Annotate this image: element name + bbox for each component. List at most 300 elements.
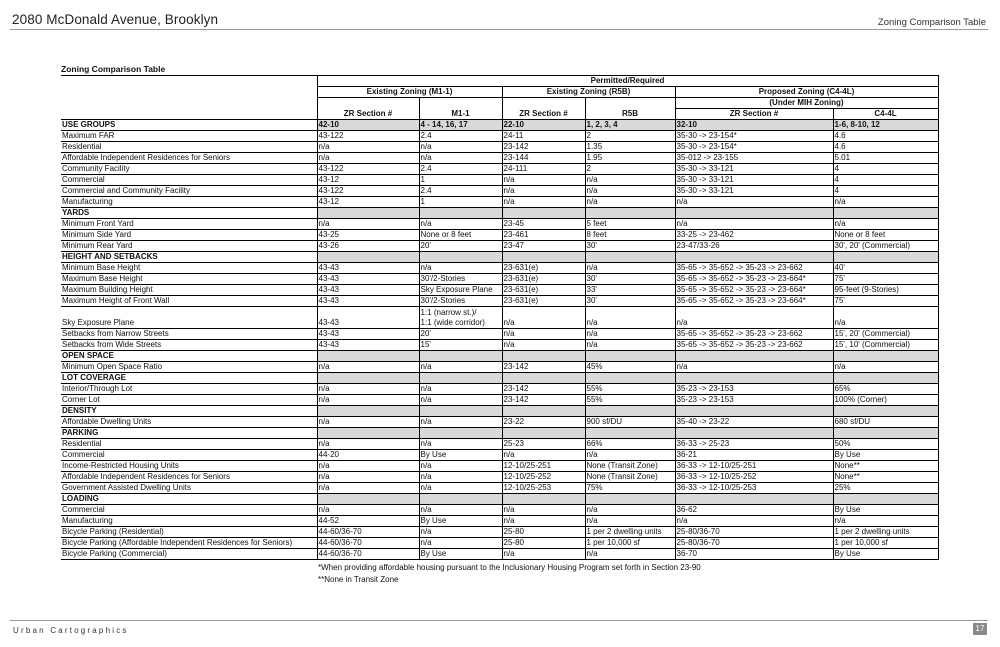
table-cell: 22-10 (502, 120, 585, 131)
table-cell: 15', 10' (Commercial) (833, 340, 938, 351)
section-row (61, 373, 938, 384)
table-cell: 43-43 (317, 263, 419, 274)
table-cell (833, 208, 938, 219)
table-cell (833, 351, 938, 362)
table-cell: 42-10 (317, 120, 419, 131)
table-cell: n/a (833, 307, 938, 329)
header-blank (61, 76, 317, 87)
table-cell: 4.6 (833, 131, 938, 142)
table-cell: n/a (675, 219, 833, 230)
table-cell (317, 351, 419, 362)
table-cell: 35-65 -> 35-652 -> 35-23 -> 23-662 (675, 340, 833, 351)
row-label: LOADING (61, 494, 317, 505)
group-header-c4: Proposed Zoning (C4-4L) (675, 87, 938, 98)
table-cell: 30' (585, 241, 675, 252)
table-cell: 24-111 (502, 164, 585, 175)
zoning-table-container (61, 64, 938, 560)
table-cell: 900 sf/DU (585, 417, 675, 428)
table-cell: 75' (833, 274, 938, 285)
table-cell: n/a (675, 362, 833, 373)
permitted-header: Permitted/Required (317, 76, 938, 87)
table-cell (502, 351, 585, 362)
table-cell: 100% (Corner) (833, 395, 938, 406)
table-cell: 2.4 (419, 131, 502, 142)
table-cell: 33' (585, 285, 675, 296)
table-cell: 43-12 (317, 197, 419, 208)
table-cell: 20' (419, 329, 502, 340)
table-cell: None** (833, 472, 938, 483)
table-cell: 1.95 (585, 153, 675, 164)
page-number-badge: 17 (973, 623, 987, 635)
table-cell (317, 373, 419, 384)
table-cell: 43-43 (317, 285, 419, 296)
table-cell: n/a (585, 505, 675, 516)
table-cell: 25-80 (502, 527, 585, 538)
table-cell: n/a (419, 362, 502, 373)
table-cell: 23-47 (502, 241, 585, 252)
table-cell (585, 494, 675, 505)
table-cell: n/a (675, 516, 833, 527)
section-row (61, 252, 938, 263)
section-row (61, 208, 938, 219)
table-cell: None or 8 feet (419, 230, 502, 241)
table-cell (419, 373, 502, 384)
table-row (61, 142, 938, 153)
table-cell: n/a (585, 186, 675, 197)
table-cell: 36-33 -> 12-10/25-252 (675, 472, 833, 483)
table-cell: By Use (419, 549, 502, 560)
table-cell: n/a (585, 263, 675, 274)
table-cell: 12-10/25-251 (502, 461, 585, 472)
table-cell: n/a (419, 417, 502, 428)
table-cell: n/a (585, 329, 675, 340)
table-row (61, 472, 938, 483)
table-row (61, 285, 938, 296)
table-cell: n/a (419, 395, 502, 406)
table-row (61, 549, 938, 560)
table-cell: n/a (419, 472, 502, 483)
table-cell: n/a (317, 472, 419, 483)
row-label: Commercial and Community Facility (61, 186, 317, 197)
cell-line-1: 1:1 (narrow st.)/ (420, 308, 477, 317)
table-cell: 43-26 (317, 241, 419, 252)
table-cell: 1.35 (585, 142, 675, 153)
page-title: 2080 McDonald Avenue, Brooklyn (12, 12, 219, 27)
table-cell: n/a (317, 461, 419, 472)
table-cell: 24-11 (502, 131, 585, 142)
table-cell: 2 (585, 131, 675, 142)
group-header-r5b: Existing Zoning (R5B) (502, 87, 675, 98)
table-cell: 2.4 (419, 186, 502, 197)
table-cell: 30', 20' (Commercial) (833, 241, 938, 252)
table-cell: 35-65 -> 35-652 -> 35-23 -> 23-664* (675, 296, 833, 307)
table-cell: Sky Exposure Plane (419, 285, 502, 296)
table-cell: n/a (502, 340, 585, 351)
table-cell: n/a (585, 340, 675, 351)
header-row-columns (61, 109, 938, 120)
table-cell: 15' (419, 340, 502, 351)
table-cell: n/a (419, 439, 502, 450)
table-cell: n/a (419, 219, 502, 230)
table-cell (317, 406, 419, 417)
table-cell: n/a (502, 307, 585, 329)
table-cell: n/a (833, 197, 938, 208)
row-label: Minimum Rear Yard (61, 241, 317, 252)
table-cell: 65% (833, 384, 938, 395)
table-cell: 4 (833, 164, 938, 175)
table-cell (675, 494, 833, 505)
table-cell: n/a (419, 142, 502, 153)
table-row (61, 538, 938, 549)
table-cell: n/a (419, 384, 502, 395)
header-row-permitted (61, 76, 938, 87)
table-cell: 23-47/33-26 (675, 241, 833, 252)
table-cell: 35-30 -> 23-154* (675, 131, 833, 142)
table-cell: n/a (833, 219, 938, 230)
table-cell: 44-60/36-70 (317, 527, 419, 538)
table-cell (317, 428, 419, 439)
col-header-r5b: R5B (585, 109, 675, 120)
row-label: Setbacks from Wide Streets (61, 340, 317, 351)
table-cell: 43-122 (317, 131, 419, 142)
table-cell (833, 252, 938, 263)
table-cell (419, 252, 502, 263)
table-row (61, 505, 938, 516)
table-cell: 45% (585, 362, 675, 373)
row-label: Manufacturing (61, 516, 317, 527)
table-cell: 23-142 (502, 384, 585, 395)
col-header-c4: C4-4L (833, 109, 938, 120)
table-cell: By Use (833, 505, 938, 516)
table-cell: 23-144 (502, 153, 585, 164)
table-row (61, 384, 938, 395)
footer-divider (10, 620, 988, 621)
row-label: Minimum Base Height (61, 263, 317, 274)
table-cell: 1 (419, 197, 502, 208)
table-cell: 43-43 (317, 274, 419, 285)
row-label: Bicycle Parking (Commercial) (61, 549, 317, 560)
row-label: Maximum FAR (61, 131, 317, 142)
table-cell: n/a (585, 549, 675, 560)
table-cell: n/a (502, 329, 585, 340)
table-cell: n/a (317, 219, 419, 230)
table-cell: 12-10/25-252 (502, 472, 585, 483)
row-label: Residential (61, 439, 317, 450)
table-cell (585, 428, 675, 439)
table-cell: 5.01 (833, 153, 938, 164)
table-cell: n/a (317, 395, 419, 406)
table-cell (675, 208, 833, 219)
table-row (61, 131, 938, 142)
table-cell: By Use (419, 450, 502, 461)
table-cell: n/a (317, 439, 419, 450)
table-cell: n/a (502, 197, 585, 208)
row-label: Maximum Building Height (61, 285, 317, 296)
table-cell: 35-40 -> 23-22 (675, 417, 833, 428)
row-label: Interior/Through Lot (61, 384, 317, 395)
table-cell: 1-6, 8-10, 12 (833, 120, 938, 131)
row-label: Commercial (61, 450, 317, 461)
table-title: Zoning Comparison Table (61, 64, 166, 74)
table-cell: 50% (833, 439, 938, 450)
table-cell: 1 (419, 175, 502, 186)
table-cell (502, 428, 585, 439)
table-cell: n/a (419, 527, 502, 538)
table-cell: n/a (833, 362, 938, 373)
table-cell (502, 494, 585, 505)
table-cell (833, 373, 938, 384)
table-cell: None or 8 feet (833, 230, 938, 241)
table-cell: 23-142 (502, 395, 585, 406)
table-cell: 25-80/36-70 (675, 527, 833, 538)
table-cell: 1 per 10,000 sf (833, 538, 938, 549)
table-cell: 23-631(e) (502, 285, 585, 296)
table-cell: 40' (833, 263, 938, 274)
row-label: Commercial (61, 175, 317, 186)
table-cell: 30'/2-Stories (419, 296, 502, 307)
table-cell: 43-12 (317, 175, 419, 186)
table-cell: n/a (502, 450, 585, 461)
table-cell: 33-25 -> 23-462 (675, 230, 833, 241)
table-cell: n/a (585, 307, 675, 329)
table-cell (585, 351, 675, 362)
table-cell: 44-52 (317, 516, 419, 527)
table-cell (502, 208, 585, 219)
table-cell: n/a (585, 516, 675, 527)
table-cell: n/a (317, 417, 419, 428)
table-cell: 30' (585, 296, 675, 307)
table-cell: n/a (585, 175, 675, 186)
table-cell: 23-45 (502, 219, 585, 230)
table-cell: 4 (833, 175, 938, 186)
table-cell (675, 428, 833, 439)
section-row (61, 120, 938, 131)
table-row (61, 274, 938, 285)
row-label: Residential (61, 142, 317, 153)
table-cell: n/a (585, 197, 675, 208)
table-cell: 1 per 2 dwelling units (585, 527, 675, 538)
table-row (61, 395, 938, 406)
table-cell: 23-631(e) (502, 263, 585, 274)
table-cell: 23-142 (502, 362, 585, 373)
row-label: Minimum Side Yard (61, 230, 317, 241)
table-cell: n/a (419, 153, 502, 164)
table-cell (317, 208, 419, 219)
footnote-2: **None in Transit Zone (318, 575, 399, 584)
table-row (61, 461, 938, 472)
table-cell: n/a (419, 263, 502, 274)
row-label: Affordable Independent Residences for Seniors (61, 472, 317, 483)
row-label: DENSITY (61, 406, 317, 417)
table-cell (419, 208, 502, 219)
table-cell: 35-65 -> 35-652 -> 35-23 -> 23-664* (675, 274, 833, 285)
section-row (61, 351, 938, 362)
table-cell: 35-30 -> 33-121 (675, 164, 833, 175)
table-cell: 44-20 (317, 450, 419, 461)
table-cell: 43-25 (317, 230, 419, 241)
table-cell (502, 252, 585, 263)
table-cell: n/a (317, 384, 419, 395)
table-row (61, 450, 938, 461)
table-cell: 1 per 10,000 sf (585, 538, 675, 549)
table-cell: None** (833, 461, 938, 472)
table-row (61, 527, 938, 538)
row-label: Affordable Independent Residences for Seniors (61, 153, 317, 164)
table-cell: 95-feet (9-Stories) (833, 285, 938, 296)
table-cell: 35-23 -> 23-153 (675, 384, 833, 395)
table-cell: 12-10/25-253 (502, 483, 585, 494)
row-label: Commercial (61, 505, 317, 516)
table-cell: 36-33 -> 12-10/25-251 (675, 461, 833, 472)
table-row (61, 340, 938, 351)
table-row (61, 483, 938, 494)
table-cell: 23-631(e) (502, 274, 585, 285)
table-row (61, 516, 938, 527)
table-cell: 36-33 -> 25-23 (675, 439, 833, 450)
table-cell: 20' (419, 241, 502, 252)
table-cell: 8 feet (585, 230, 675, 241)
table-cell: n/a (419, 538, 502, 549)
footer-brand: Urban Cartographics (13, 626, 129, 635)
section-row (61, 428, 938, 439)
row-label: Affordable Dwelling Units (61, 417, 317, 428)
table-cell: n/a (675, 197, 833, 208)
table-cell: 44-60/36-70 (317, 549, 419, 560)
section-title: Zoning Comparison Table (877, 17, 986, 28)
table-cell: n/a (419, 461, 502, 472)
table-cell: 66% (585, 439, 675, 450)
col-header-m1: M1-1 (419, 109, 502, 120)
table-cell: By Use (833, 549, 938, 560)
table-cell (419, 406, 502, 417)
table-cell: 75' (833, 296, 938, 307)
table-row (61, 307, 938, 329)
row-label: LOT COVERAGE (61, 373, 317, 384)
row-label: Maximum Height of Front Wall (61, 296, 317, 307)
table-cell: n/a (317, 362, 419, 373)
table-cell: n/a (502, 186, 585, 197)
row-label: Bicycle Parking (Residential) (61, 527, 317, 538)
group-header-m1: Existing Zoning (M1-1) (317, 87, 502, 98)
table-cell: n/a (419, 483, 502, 494)
table-cell: 75% (585, 483, 675, 494)
header-row-groups (61, 87, 938, 98)
row-label: OPEN SPACE (61, 351, 317, 362)
table-row (61, 153, 938, 164)
table-cell (585, 208, 675, 219)
mih-subheader: (Under MIH Zoning) (675, 98, 938, 109)
row-label: Corner Lot (61, 395, 317, 406)
table-cell: 43-43 (317, 340, 419, 351)
row-label: Sky Exposure Plane (61, 307, 317, 329)
table-cell (419, 428, 502, 439)
table-cell: 4 - 14, 16, 17 (419, 120, 502, 131)
table-cell (419, 351, 502, 362)
table-cell: 1, 2, 3, 4 (585, 120, 675, 131)
table-cell: 44-60/36-70 (317, 538, 419, 549)
footnote-1: *When providing affordable housing pursuant to the Inclusionary Housing Program set forth in Section 23-90 (318, 563, 701, 572)
table-cell: 35-65 -> 35-652 -> 35-23 -> 23-664* (675, 285, 833, 296)
cell-line-2: 1:1 (wide corridor) (420, 318, 485, 327)
table-cell: 2.4 (419, 164, 502, 175)
row-label: Community Facility (61, 164, 317, 175)
table-cell: n/a (317, 483, 419, 494)
table-cell: 32-10 (675, 120, 833, 131)
table-cell: 25-80/36-70 (675, 538, 833, 549)
table-cell (317, 494, 419, 505)
table-cell: 30'/2-Stories (419, 274, 502, 285)
table-cell (585, 373, 675, 384)
table-cell: 23-461 (502, 230, 585, 241)
table-cell: 36-62 (675, 505, 833, 516)
table-cell (675, 373, 833, 384)
table-cell: n/a (585, 450, 675, 461)
table-cell (419, 307, 502, 329)
table-cell: 23-142 (502, 142, 585, 153)
table-cell: 36-21 (675, 450, 833, 461)
row-label: Minimum Open Space Ratio (61, 362, 317, 373)
row-label: YARDS (61, 208, 317, 219)
table-row (61, 263, 938, 274)
row-label: Maximum Base Height (61, 274, 317, 285)
table-cell: 36-33 -> 12-10/25-253 (675, 483, 833, 494)
table-cell: 55% (585, 395, 675, 406)
table-cell (833, 494, 938, 505)
table-row (61, 362, 938, 373)
table-cell: 23-22 (502, 417, 585, 428)
table-row (61, 296, 938, 307)
col-header-zr-m1: ZR Section # (317, 109, 419, 120)
table-cell: 35-65 -> 35-652 -> 35-23 -> 23-662 (675, 263, 833, 274)
row-label: Setbacks from Narrow Streets (61, 329, 317, 340)
table-cell: 30' (585, 274, 675, 285)
table-cell: By Use (833, 450, 938, 461)
col-header-zr-r5b: ZR Section # (502, 109, 585, 120)
table-cell (502, 406, 585, 417)
table-cell: n/a (419, 505, 502, 516)
row-label: HEIGHT AND SETBACKS (61, 252, 317, 263)
table-cell (833, 406, 938, 417)
table-cell (317, 252, 419, 263)
row-label: Government Assisted Dwelling Units (61, 483, 317, 494)
table-row (61, 197, 938, 208)
table-cell: 4 (833, 186, 938, 197)
table-cell (675, 406, 833, 417)
row-label: USE GROUPS (61, 120, 317, 131)
table-cell: 55% (585, 384, 675, 395)
table-cell: 15', 20' (Commercial) (833, 329, 938, 340)
table-cell: 43-43 (317, 307, 419, 329)
table-cell: 35-012 -> 23-155 (675, 153, 833, 164)
table-cell: 680 sf/DU (833, 417, 938, 428)
row-label: PARKING (61, 428, 317, 439)
zoning-comparison-table (61, 75, 939, 560)
table-cell: n/a (317, 142, 419, 153)
table-cell: 25% (833, 483, 938, 494)
table-row (61, 175, 938, 186)
table-cell: 1 per 2 dwelling units (833, 527, 938, 538)
header-divider (10, 29, 988, 30)
table-body (61, 76, 938, 560)
table-cell (675, 351, 833, 362)
table-row (61, 230, 938, 241)
table-cell (585, 252, 675, 263)
section-row (61, 494, 938, 505)
row-label: Income-Restricted Housing Units (61, 461, 317, 472)
col-header-zr-c4: ZR Section # (675, 109, 833, 120)
table-cell: 2 (585, 164, 675, 175)
table-cell: None (Transit Zone) (585, 472, 675, 483)
